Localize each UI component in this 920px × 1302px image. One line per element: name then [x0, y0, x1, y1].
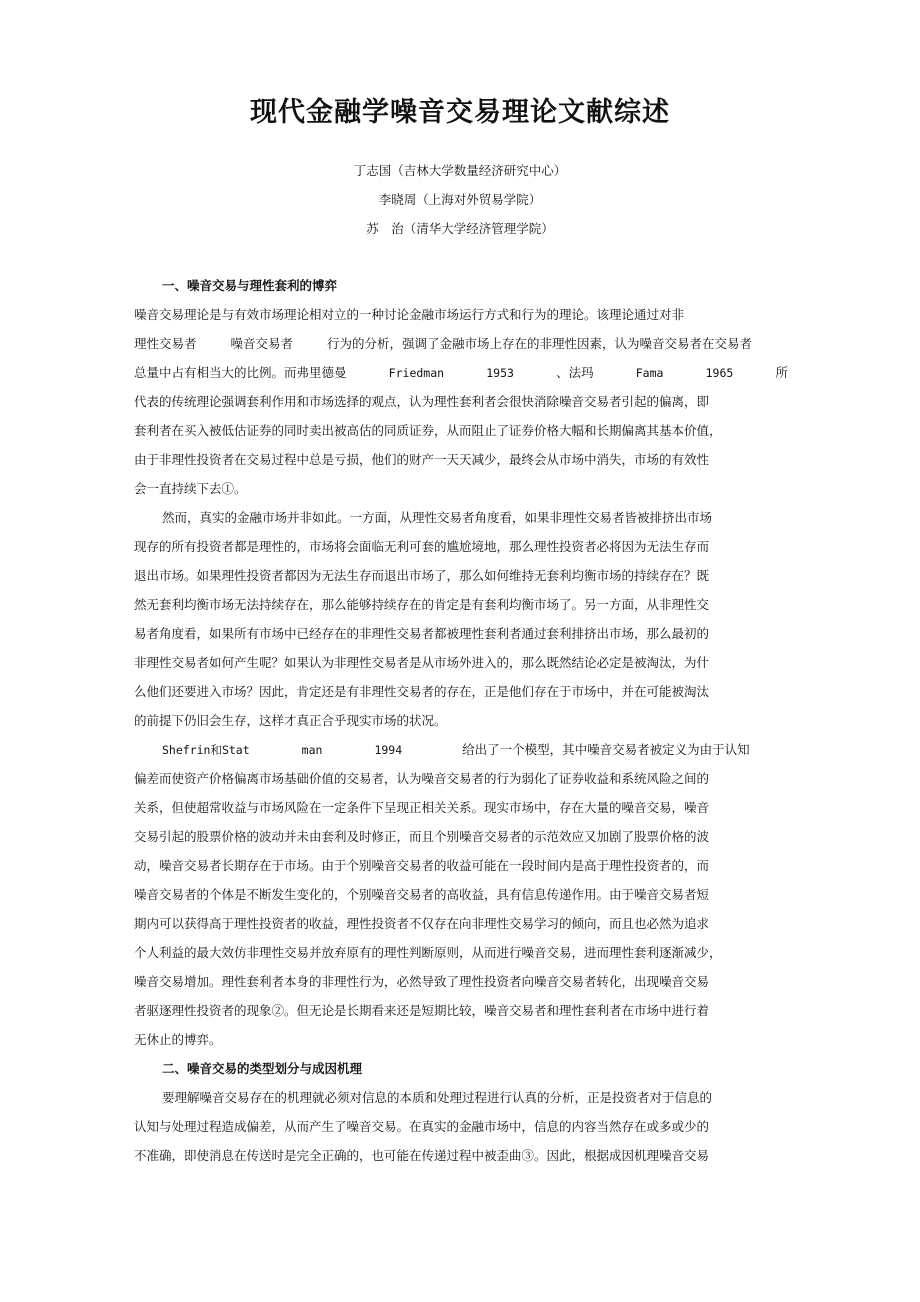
- text-span: 理性交易者: [134, 336, 197, 351]
- text-line: [162, 741, 750, 759]
- section-heading: 二、噪音交易的类型划分与成因机理: [162, 1061, 363, 1076]
- text-line: 套利者在买入被低估证券的同时卖出被高估的同质证券，从而阻止了证券价格大幅和长期偏离其基本价值，: [134, 423, 722, 438]
- text-line: 个人利益的最大效仿非理性交易并放弃原有的理性判断原则，从而进行噪音交易，进而理性套利逐渐减少，: [134, 945, 722, 960]
- text-span: 给出了一个模型，其中噪音交易者被定义为由于认知: [462, 742, 750, 757]
- text-line: [134, 364, 788, 382]
- text-line: 然而，真实的金融市场并非如此。一方面，从理性交易者角度看，如果非理性交易者皆被排挤出市场: [162, 510, 713, 525]
- text-line: 由于非理性投资者在交易过程中总是亏损，他们的财产一天天减少，最终会从市场中消失，市场的有效性: [134, 452, 710, 467]
- text-line: 会一直持续下去①。: [134, 481, 247, 496]
- text-line: 动，噪音交易者长期存在于市场。由于个别噪音交易者的收益可能在一段时间内是高于理性投资者的，而: [134, 858, 710, 873]
- text-line: 的前提下仍旧会生存，这样才真正合乎现实市场的状况。: [134, 713, 447, 728]
- text-line: 易者角度看，如果所有市场中已经存在的非理性交易者都被理性套利者通过套利排挤出市场，那么最初的: [134, 626, 710, 641]
- text-line: 期内可以获得高于理性投资者的收益，理性投资者不仅存在向非理性交易学习的倾向，而且也必然为追求: [134, 916, 710, 931]
- author-line: 苏 治（清华大学经济管理学院）: [366, 221, 554, 236]
- text-line: [134, 335, 752, 353]
- text-line: 退出市场。如果理性投资者都因为无法生存而退出市场了，那么如何维持无套利均衡市场的持续存在？既: [134, 568, 710, 583]
- document-title: 现代金融学噪音交易理论文献综述: [250, 97, 670, 128]
- text-span: 1953: [486, 366, 514, 380]
- text-span: 所: [775, 365, 788, 380]
- section-heading: 一、噪音交易与理性套利的博弈: [162, 278, 338, 293]
- text-span: 、法玛: [556, 365, 594, 380]
- text-span: Friedman: [388, 366, 445, 380]
- text-span: 1965: [705, 366, 734, 380]
- text-line: 噪音交易者的个体是不断发生变化的，个别噪音交易者的高收益，具有信息传递作用。由于噪音交易者短: [134, 887, 710, 902]
- text-line: 无休止的博弈。: [134, 1032, 222, 1047]
- text-line: 然无套利均衡市场无法持续存在，那么能够持续存在的肯定是有套利均衡市场了。另一方面，从非理性交: [134, 597, 710, 612]
- author-line: 丁志国（吉林大学数量经济研究中心）: [353, 163, 567, 178]
- text-span: man: [301, 743, 323, 757]
- text-line: 噪音交易增加。理性套利者本身的非理性行为，必然导致了理性投资者向噪音交易者转化，出现噪音交易: [134, 974, 710, 989]
- text-span: Fama: [635, 366, 664, 380]
- text-line: 交易引起的股票价格的波动并未由套利及时修正，而且个别噪音交易者的示范效应又加剧了股票价格的波: [134, 829, 710, 844]
- text-line: 噪音交易理论是与有效市场理论相对立的一种讨论金融市场运行方式和行为的理论。该理论通过对非: [134, 307, 685, 322]
- text-span: 噪音交易者: [230, 336, 294, 351]
- text-span: 总量中占有相当大的比例。而弗里德曼: [134, 365, 347, 380]
- text-line: 关系，但使超常收益与市场风险在一定条件下呈现正相关关系。现实市场中，存在大量的噪音交易，噪音: [134, 800, 710, 815]
- text-line: 偏差而使资产价格偏离市场基础价值的交易者，认为噪音交易者的行为弱化了证券收益和系统风险之间的: [134, 771, 710, 786]
- text-line: 么他们还要进入市场？因此，肯定还是有非理性交易者的存在，正是他们存在于市场中，并在可能被淘汰: [134, 684, 710, 699]
- text-line: 认知与处理过程造成偏差，从而产生了噪音交易。在真实的金融市场中，信息的内容当然存在或多或少的: [134, 1119, 710, 1134]
- text-line: 不准确，即使消息在传送时是完全正确的，也可能在传递过程中被歪曲③。因此，根据成因机理噪音交易: [134, 1148, 710, 1163]
- author-line: 李晓周（上海对外贸易学院）: [378, 192, 542, 207]
- text-line: 者驱逐理性投资者的现象②。但无论是长期看来还是短期比较，噪音交易者和理性套利者在市场中进行着: [134, 1003, 710, 1018]
- text-line: 代表的传统理论强调套利作用和市场选择的观点，认为理性套利者会很快消除噪音交易者引起的偏离，即: [134, 394, 710, 409]
- text-span: 1994: [374, 743, 403, 757]
- text-line: 现存的所有投资者都是理性的，市场将会面临无利可套的尴尬境地，那么理性投资者必将因为无法生存而: [134, 539, 710, 554]
- text-span: 行为的分析，强调了金融市场上存在的非理性因素，认为噪音交易者在交易者: [327, 336, 753, 351]
- text-line: 非理性交易者如何产生呢？如果认为非理性交易者是从市场外进入的，那么既然结论必定是被淘汰，为什: [134, 655, 710, 670]
- text-line: 要理解噪音交易存在的机理就必须对信息的本质和处理过程进行认真的分析，正是投资者对于信息的: [162, 1090, 713, 1105]
- text-span: Shefrin和Stat: [162, 743, 250, 757]
